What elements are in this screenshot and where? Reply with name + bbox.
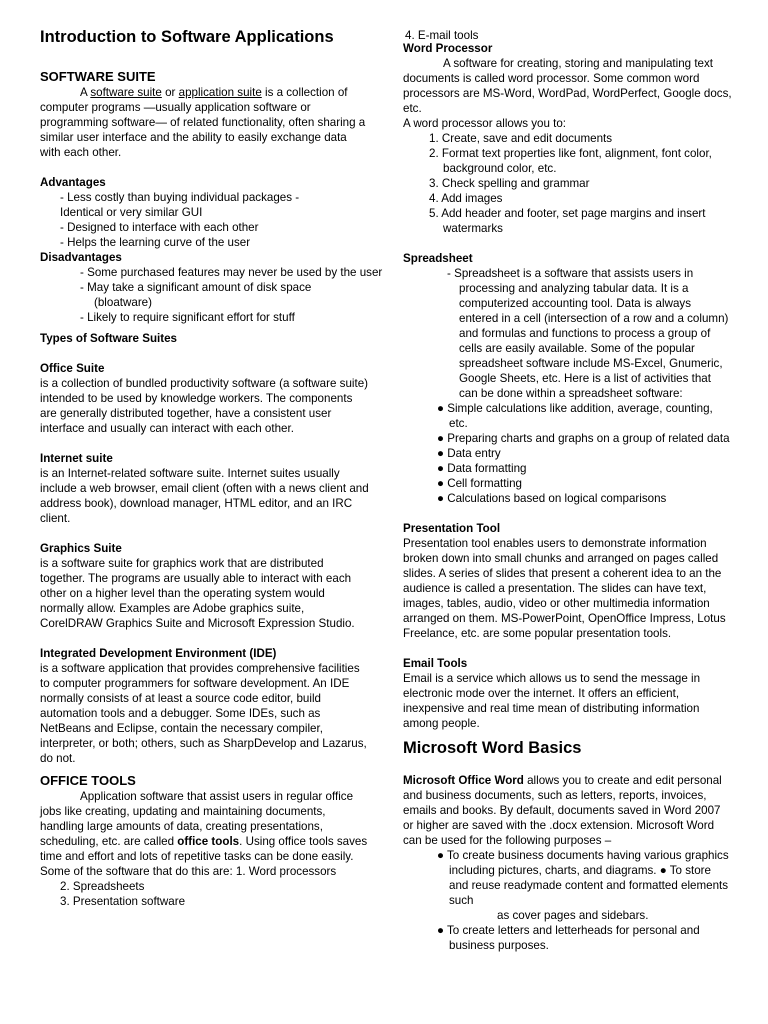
word-processor-intro: A word processor allows you to: [403,117,567,130]
document-title: Introduction to Software Applications [40,28,334,46]
word-processor-heading: Word Processor [403,42,493,55]
presentation-body: Presentation tool enables users to demonstrate information broken down into small chunks and arranged on pages called slides. A series of slides that present a coherent idea to an the audience is called a presentation. The slides can have text, images, tables, audio, video or other multimedia information arranged on them. MS-PowerPoint, OpenOffice Impress, Lotus Freelance, etc. are some popular presentation tools. [403,537,726,640]
office-suite-heading: Office Suite [40,362,105,375]
graphics-suite-body: is a software suite for graphics work that are distributed together. The programs are usually able to interact with each other on a higher level than the operating system would normally allow. Examples are Adobe graphics suite, CorelDRAW Graphics Suite and Microsoft Expression Studio. [40,557,355,630]
word-basics-heading: Microsoft Word Basics [403,739,582,757]
advantage-item: Identical or very similar GUI [60,206,203,219]
spreadsheet-item: ● Simple calculations like addition, average, counting, etc. [437,402,713,430]
application-suite-term: application suite [178,86,262,99]
word-processor-item: 3. Check spelling and grammar [429,177,590,190]
software-suite-heading: SOFTWARE SUITE [40,69,156,84]
office-tools-heading: OFFICE TOOLS [40,773,136,788]
office-tool-item: 4. E-mail tools [405,29,479,42]
advantages-heading: Advantages [40,176,106,189]
email-tools-body: Email is a service which allows us to send the message in electronic mode over the internet. It offers an efficient, inexpensive and real time mean of distributing information among people. [403,672,701,730]
presentation-heading: Presentation Tool [403,522,501,535]
word-basics-body: Microsoft Office Word allows you to create and edit personal and business documents, such as letters, reports, invoices, emails and books. By default, documents saved in Word 2007 or higher are saved with the .docx extension. Microsoft Word can be used for the following purposes – [403,774,722,847]
advantage-item: - Helps the learning curve of the user [60,236,251,249]
spreadsheet-item: ● Preparing charts and graphs on a group of related data [437,432,730,445]
software-suite-paragraph: A software suite or application suite is a collection of [80,86,348,99]
disadvantages-heading: Disadvantages [40,251,122,264]
spreadsheet-item: ● Calculations based on logical comparisons [437,492,667,505]
advantage-item: - Designed to interface with each other [60,221,259,234]
software-suite-paragraph-rest: computer programs —usually application software or programming software— of related functionality, often sharing a similar user interface and the ability to easily exchange data with each other. [40,101,366,159]
graphics-suite-heading: Graphics Suite [40,542,122,555]
spreadsheet-body: - Spreadsheet is a software that assists users in processing and analyzing tabular data. It is a computerized accounting tool. Data is always entered in a cell (intersection of a row and a column) and formulas and functions to process a group of cells are easily available. Some of the popular spreadsheet software include MS-Excel, Gnumeric, Google Sheets, etc. Here is a list of activities that can be done within a spreadsheet software: [447,267,729,400]
word-processor-item: 2. Format text properties like font, alignment, font color, background color, etc. [429,147,712,175]
left-column [40,26,383,909]
word-basics-item: ● To create letters and letterheads for personal and business purposes. [437,924,700,952]
types-heading: Types of Software Suites [40,332,178,345]
spreadsheet-item: ● Cell formatting [437,477,522,490]
software-suite-term: software suite [90,86,162,99]
disadvantage-item: - Some purchased features may never be used by the user [80,266,383,279]
word-basics-item: ● To create business documents having various graphics including pictures, charts, and diagrams. ● To store and reuse readymade content and formatted elements such [437,849,729,907]
advantage-item: - Less costly than buying individual packages - [60,191,300,204]
disadvantage-item: - Likely to require significant effort for stuff [80,311,295,324]
spreadsheet-item: ● Data formatting [437,462,527,475]
ide-heading: Integrated Development Environment (IDE) [40,647,277,660]
internet-suite-heading: Internet suite [40,452,113,465]
right-column [403,28,733,953]
word-processor-body: A software for creating, storing and manipulating text documents is called word processor. Some common word processors are MS-Word, WordPad, WordPerfect, Google docs, etc. [403,57,732,115]
word-processor-item: 1. Create, save and edit documents [429,132,613,145]
spreadsheet-item: ● Data entry [437,447,501,460]
internet-suite-body: is an Internet-related software suite. Internet suites usually include a web browser, email client (often with a news client and address book), download manager, HTML editor, and an IRC client. [40,467,369,525]
office-tool-item: 2. Spreadsheets [60,880,145,893]
spreadsheet-heading: Spreadsheet [403,252,473,265]
word-basics-item-continuation: as cover pages and sidebars. [497,909,649,922]
ide-body: is a software application that provides comprehensive facilities to computer programmers for software development. An IDE normally consists of at least a source code editor, build automation tools and a debugger. Some IDEs, such as NetBeans and Eclipse, contain the necessary compiler, interpreter, or both; others, such as SharpDevelop and Lazarus, do not. [40,662,367,765]
office-tool-item: 3. Presentation software [60,895,186,908]
word-processor-item: 5. Add header and footer, set page margins and insert watermarks [429,207,706,235]
office-suite-body: is a collection of bundled productivity software (a software suite) intended to be used by knowledge workers. The components are generally distributed together, have a consistent user interface and usually can interact with each other. [40,377,369,435]
disadvantage-item: - May take a significant amount of disk space (bloatware) [80,281,312,309]
email-tools-heading: Email Tools [403,657,468,670]
office-tools-body: Application software that assist users in regular office jobs like creating, updating and maintaining documents, handling large amounts of data, creating presentations, scheduling, etc. are called office tools. Using office tools saves time and effort and lots of repetitive tasks can be done easily. Some of the software that do this are: 1. Word processors [40,790,368,878]
word-processor-item: 4. Add images [429,192,503,205]
